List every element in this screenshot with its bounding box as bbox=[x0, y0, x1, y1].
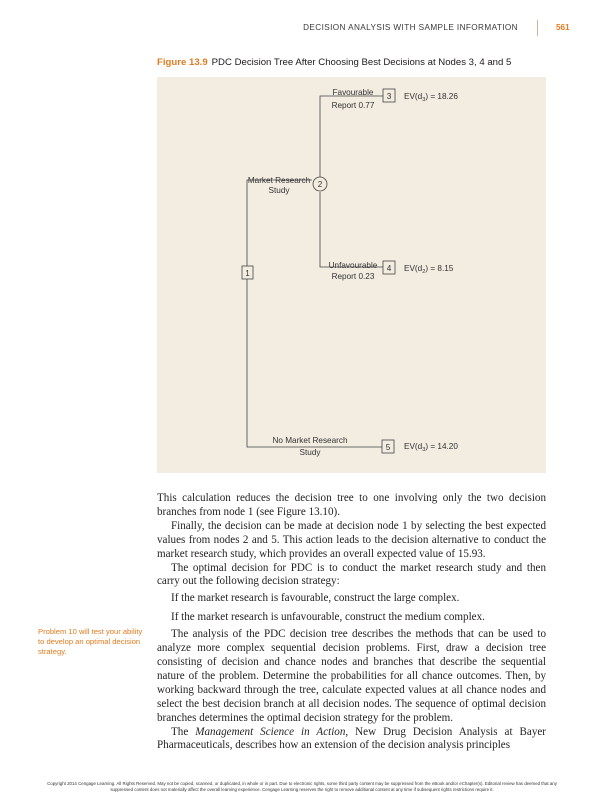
paragraph-2: Finally, the decision can be made at decision node 1 by selecting the best expected values from nodes 2 and 5. This action leads to the decision alternative to conduct the market research study, which provides an overall expected value of 15.93. bbox=[157, 519, 546, 560]
node-4-label: 4 bbox=[386, 264, 392, 273]
decision-tree-diagram bbox=[157, 77, 546, 473]
ev-label-node-4: $EV(d_2) = 8.15$ bbox=[404, 264, 454, 275]
branch-no-market-research bbox=[247, 279, 382, 447]
branch-label-no-research-1: No Market Research bbox=[272, 436, 348, 445]
copyright-footer: Copyright 2014 Cengage Learning. All Rights Reserved. May not be copied, scanned, or duplicated, in whole or in part. Due to electronic rights, some third party content may be suppressed from the eBook and/or eChapter(s). Editorial review has deemed that any suppressed content does not materially affect the overall learning experience. Cengage Learning reserves the right to remove additional content at any time if subsequent rights restrictions require it. bbox=[47, 781, 557, 792]
ev-label-node-5: $EV(d_3) = 14.20$ bbox=[404, 442, 458, 453]
running-head bbox=[0, 23, 600, 35]
figure-caption bbox=[157, 57, 511, 68]
branch-label-favourable-2: Report 0.77 bbox=[331, 101, 375, 110]
strategy-unfavourable: If the market research is unfavourable, construct the medium complex. bbox=[171, 611, 485, 624]
running-head-divider bbox=[537, 20, 538, 36]
paragraph-5: The Management Science in Action, New Drug Decision Analysis at Bayer Pharmaceuticals, describes how an extension of the decision analysis principles bbox=[157, 725, 547, 752]
body-text bbox=[157, 492, 546, 753]
figure-title: PDC Decision Tree After Choosing Best Decisions at Nodes 3, 4 and 5 bbox=[211, 57, 512, 68]
branch-label-no-research-2: Study bbox=[299, 448, 321, 457]
paragraph-4: The analysis of the PDC decision tree describes the methods that can be used to analyze more complex sequential decision problems. First, draw a decision tree consisting of decision and chance nodes and branches that describe the sequential nature of the problem. Determine the probabilities for all chance outcomes. Then, by working backward through the tree, calculate expected values at all chance nodes and select the best decision branch at all decision nodes. The sequence of optimal decision branches determines the optimal decision strategy for the problem. bbox=[157, 628, 546, 724]
node-5-label: 5 bbox=[385, 443, 391, 452]
node-1-label: 1 bbox=[245, 269, 250, 278]
branch-label-unfavourable-2: Report 0.23 bbox=[331, 272, 375, 281]
strategy-favourable: If the market research is favourable, construct the large complex. bbox=[171, 592, 460, 605]
figure-label: Figure 13.9 bbox=[157, 57, 208, 68]
management-science-in-action-title: Management Science in Action bbox=[195, 725, 346, 738]
branch-label-market-research-2: Study bbox=[268, 186, 290, 195]
page-number: 561 bbox=[556, 23, 570, 32]
branch-label-market-research-1: Market Research bbox=[247, 176, 311, 185]
paragraph-3: The optimal decision for PDC is to conduct the market research study and then carry out the following decision strategy: bbox=[157, 561, 546, 588]
decision-tree-figure bbox=[157, 77, 546, 473]
branch-label-unfavourable-1: Unfavourable bbox=[328, 261, 378, 270]
branch-label-favourable-1: Favourable bbox=[332, 88, 374, 97]
node-2-label: 2 bbox=[317, 180, 323, 189]
ev-label-node-3: $EV(d_3) = 18.26$ bbox=[404, 92, 458, 103]
branch-unfavourable bbox=[320, 192, 389, 267]
running-head-title: DECISION ANALYSIS WITH SAMPLE INFORMATION bbox=[303, 23, 518, 32]
paragraph-1: This calculation reduces the decision tree to one involving only the two decision branches from node 1 (see Figure 13.10). bbox=[157, 492, 546, 518]
node-3-label: 3 bbox=[386, 92, 392, 101]
margin-note: Problem 10 will test your ability to develop an optimal decision strategy. bbox=[38, 627, 143, 656]
